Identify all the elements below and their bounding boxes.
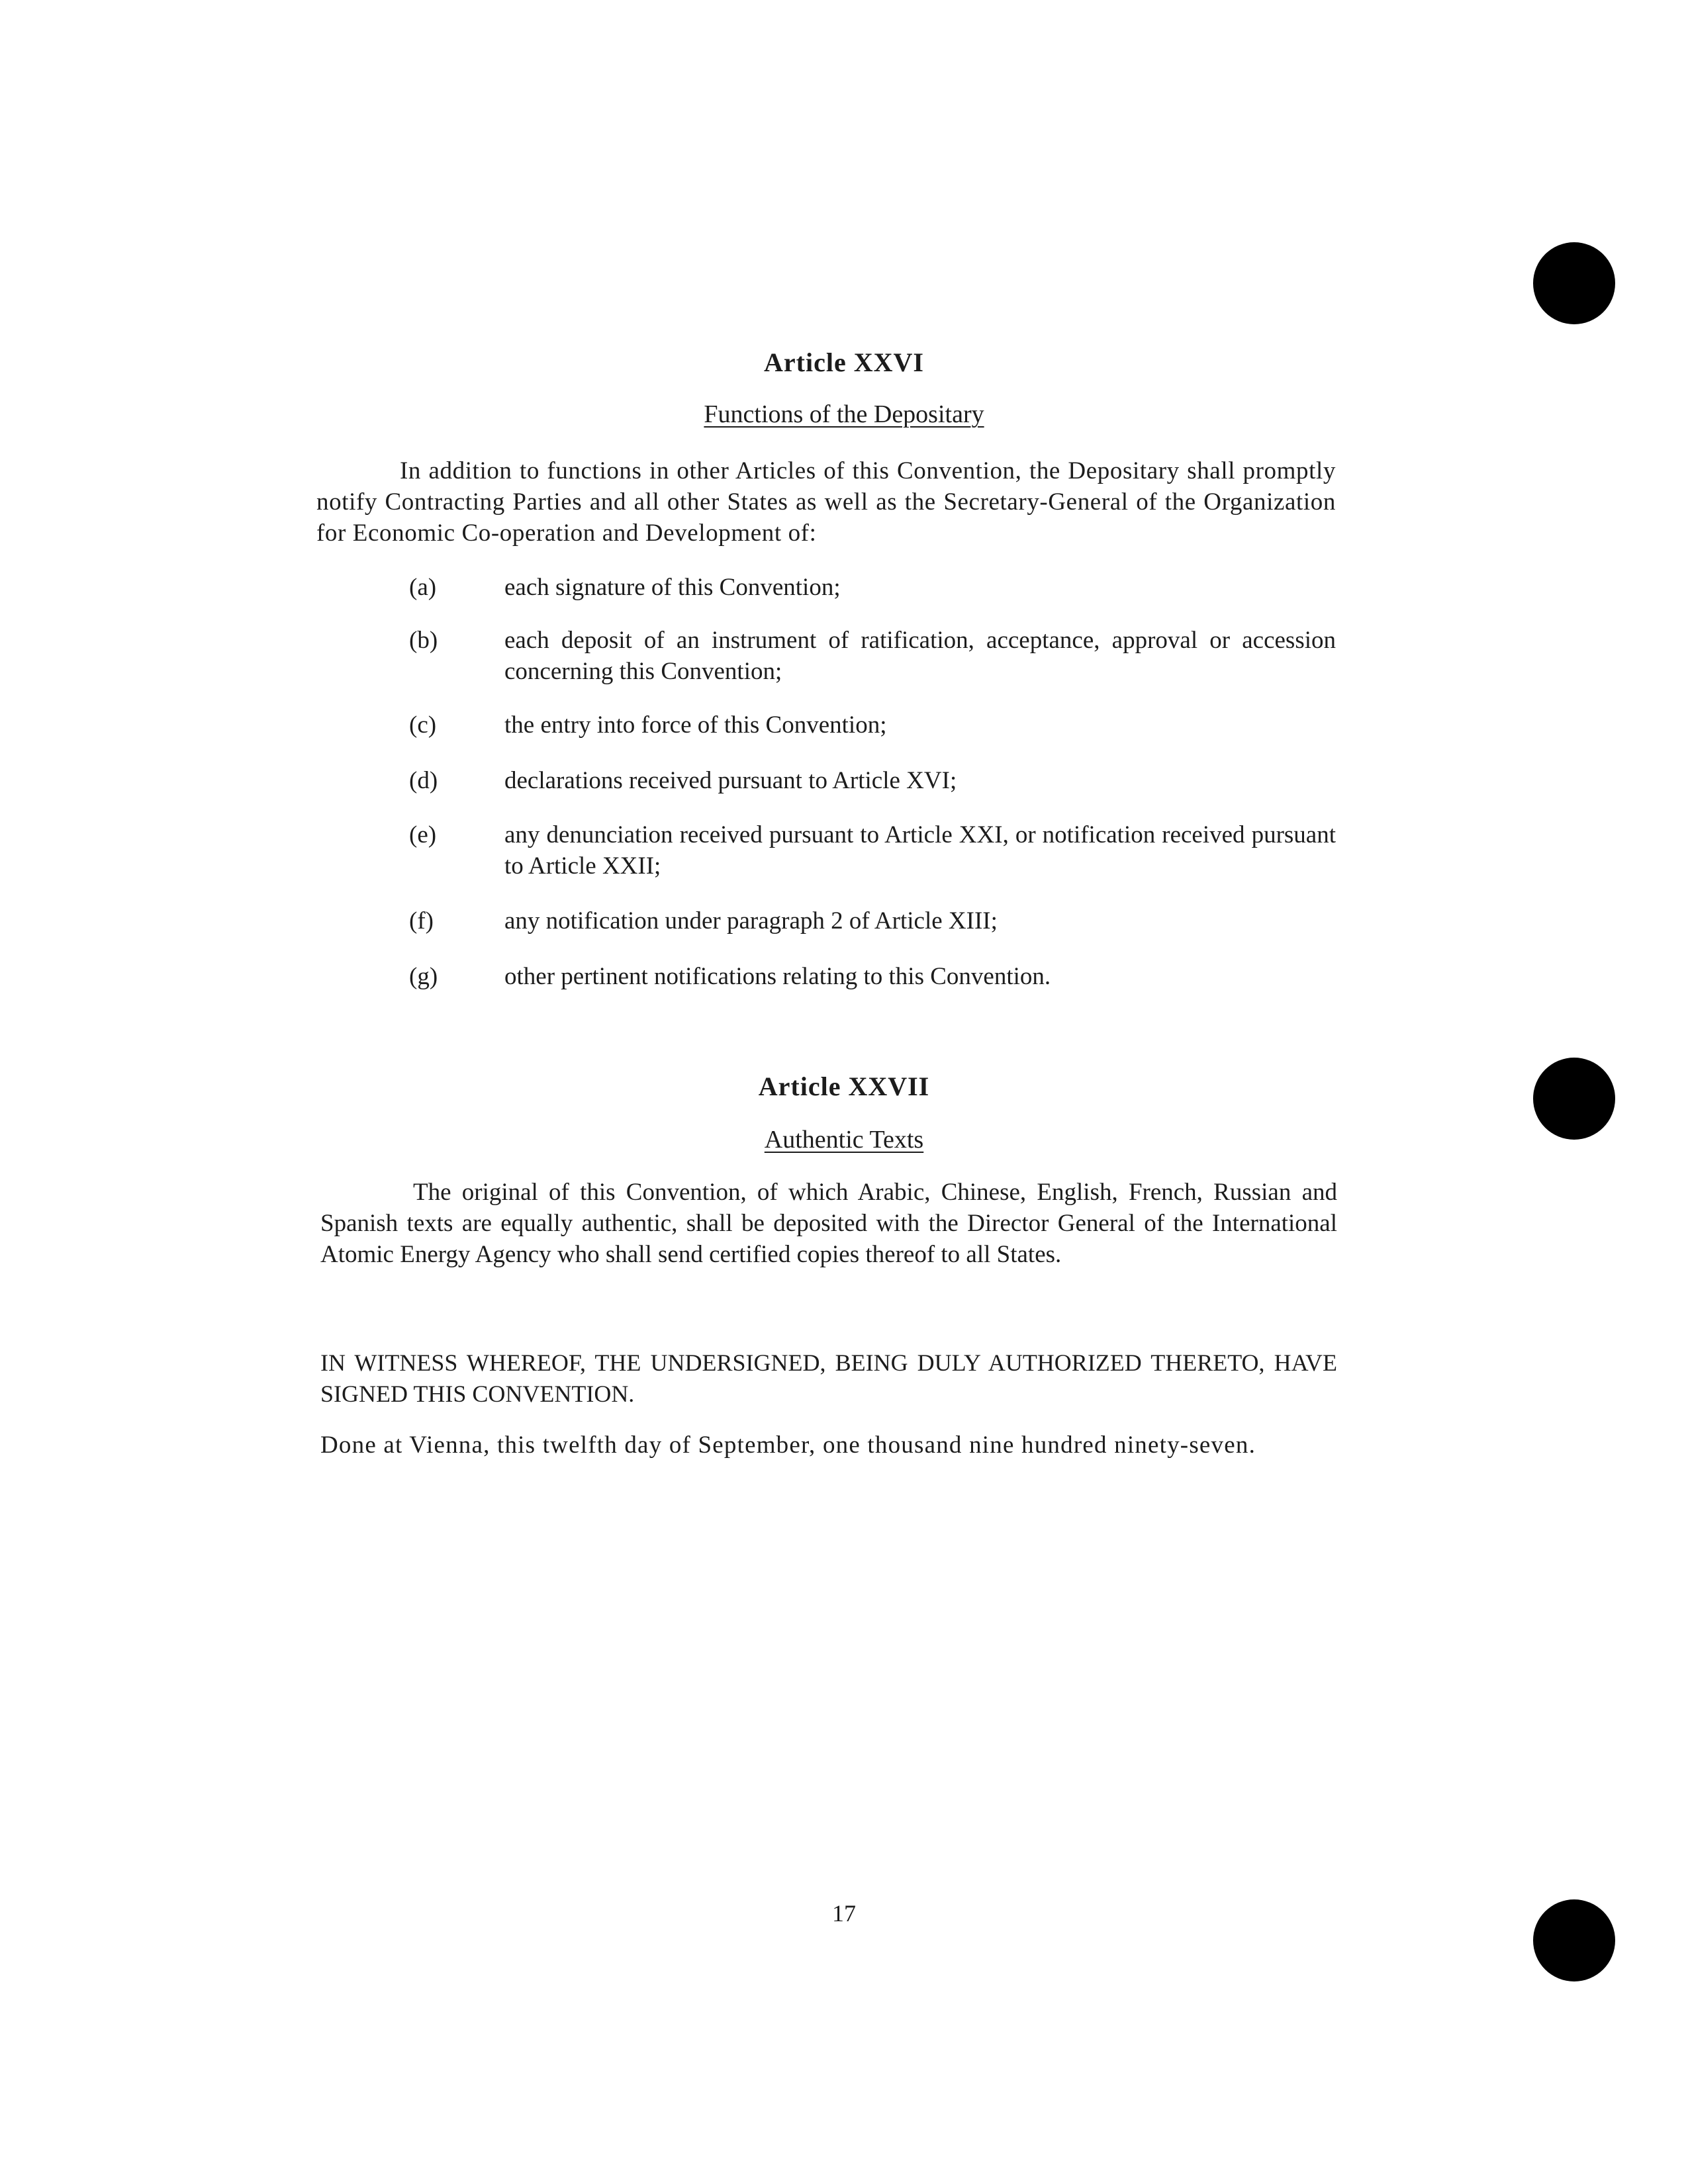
list-item-text: declarations received pursuant to Article XVI;: [504, 767, 957, 794]
witness-clause: IN WITNESS WHEREOF, THE UNDERSIGNED, BEING DULY AUTHORIZED THERETO, HAVE SIGNED THIS CONVENTION.: [320, 1349, 1337, 1407]
punch-hole: [1533, 242, 1615, 324]
list-item-marker: (f): [409, 907, 434, 934]
article-26-title: Article XXVI: [764, 347, 924, 377]
article-26-subtitle: Functions of the Depositary: [704, 400, 984, 428]
article-26-intro: In addition to functions in other Articles of this Convention, the Depositary shall promptly notify Contracting Parties and all other States as well as the Secretary-General of the Organization for Economic Co-operation and Development of:: [316, 457, 1336, 547]
list-item-marker: (e): [409, 821, 437, 848]
article-27-subtitle: Authentic Texts: [764, 1126, 924, 1154]
list-item-marker: (c): [409, 711, 437, 739]
article-27-title: Article XXVII: [758, 1071, 930, 1101]
article-27-body: The original of this Convention, of which Arabic, Chinese, English, French, Russian and Spanish texts are equally authentic, shall be deposited with the Director General of the International Atomic Energy Agency who shall send certified copies thereof to all States.: [320, 1179, 1337, 1268]
list-item-text: each signature of this Convention;: [504, 574, 841, 601]
list-item-text: any denunciation received pursuant to Article XXI, or notification received pursuant to Article XXII;: [504, 821, 1336, 880]
list-item-text: the entry into force of this Convention;: [504, 711, 887, 739]
list-item-marker: (g): [409, 963, 438, 990]
list-item-marker: (a): [409, 574, 437, 601]
list-item-marker: (b): [409, 627, 438, 654]
list-item-text: each deposit of an instrument of ratification, acceptance, approval or accession concerning this Convention;: [504, 627, 1336, 685]
list-item-text: other pertinent notifications relating to this Convention.: [504, 963, 1051, 990]
list-item-marker: (d): [409, 767, 438, 794]
list-item-text: any notification under paragraph 2 of Article XIII;: [504, 907, 998, 934]
done-clause: Done at Vienna, this twelfth day of September, one thousand nine hundred ninety-seven.: [320, 1432, 1256, 1459]
page-number: 17: [832, 1900, 856, 1927]
